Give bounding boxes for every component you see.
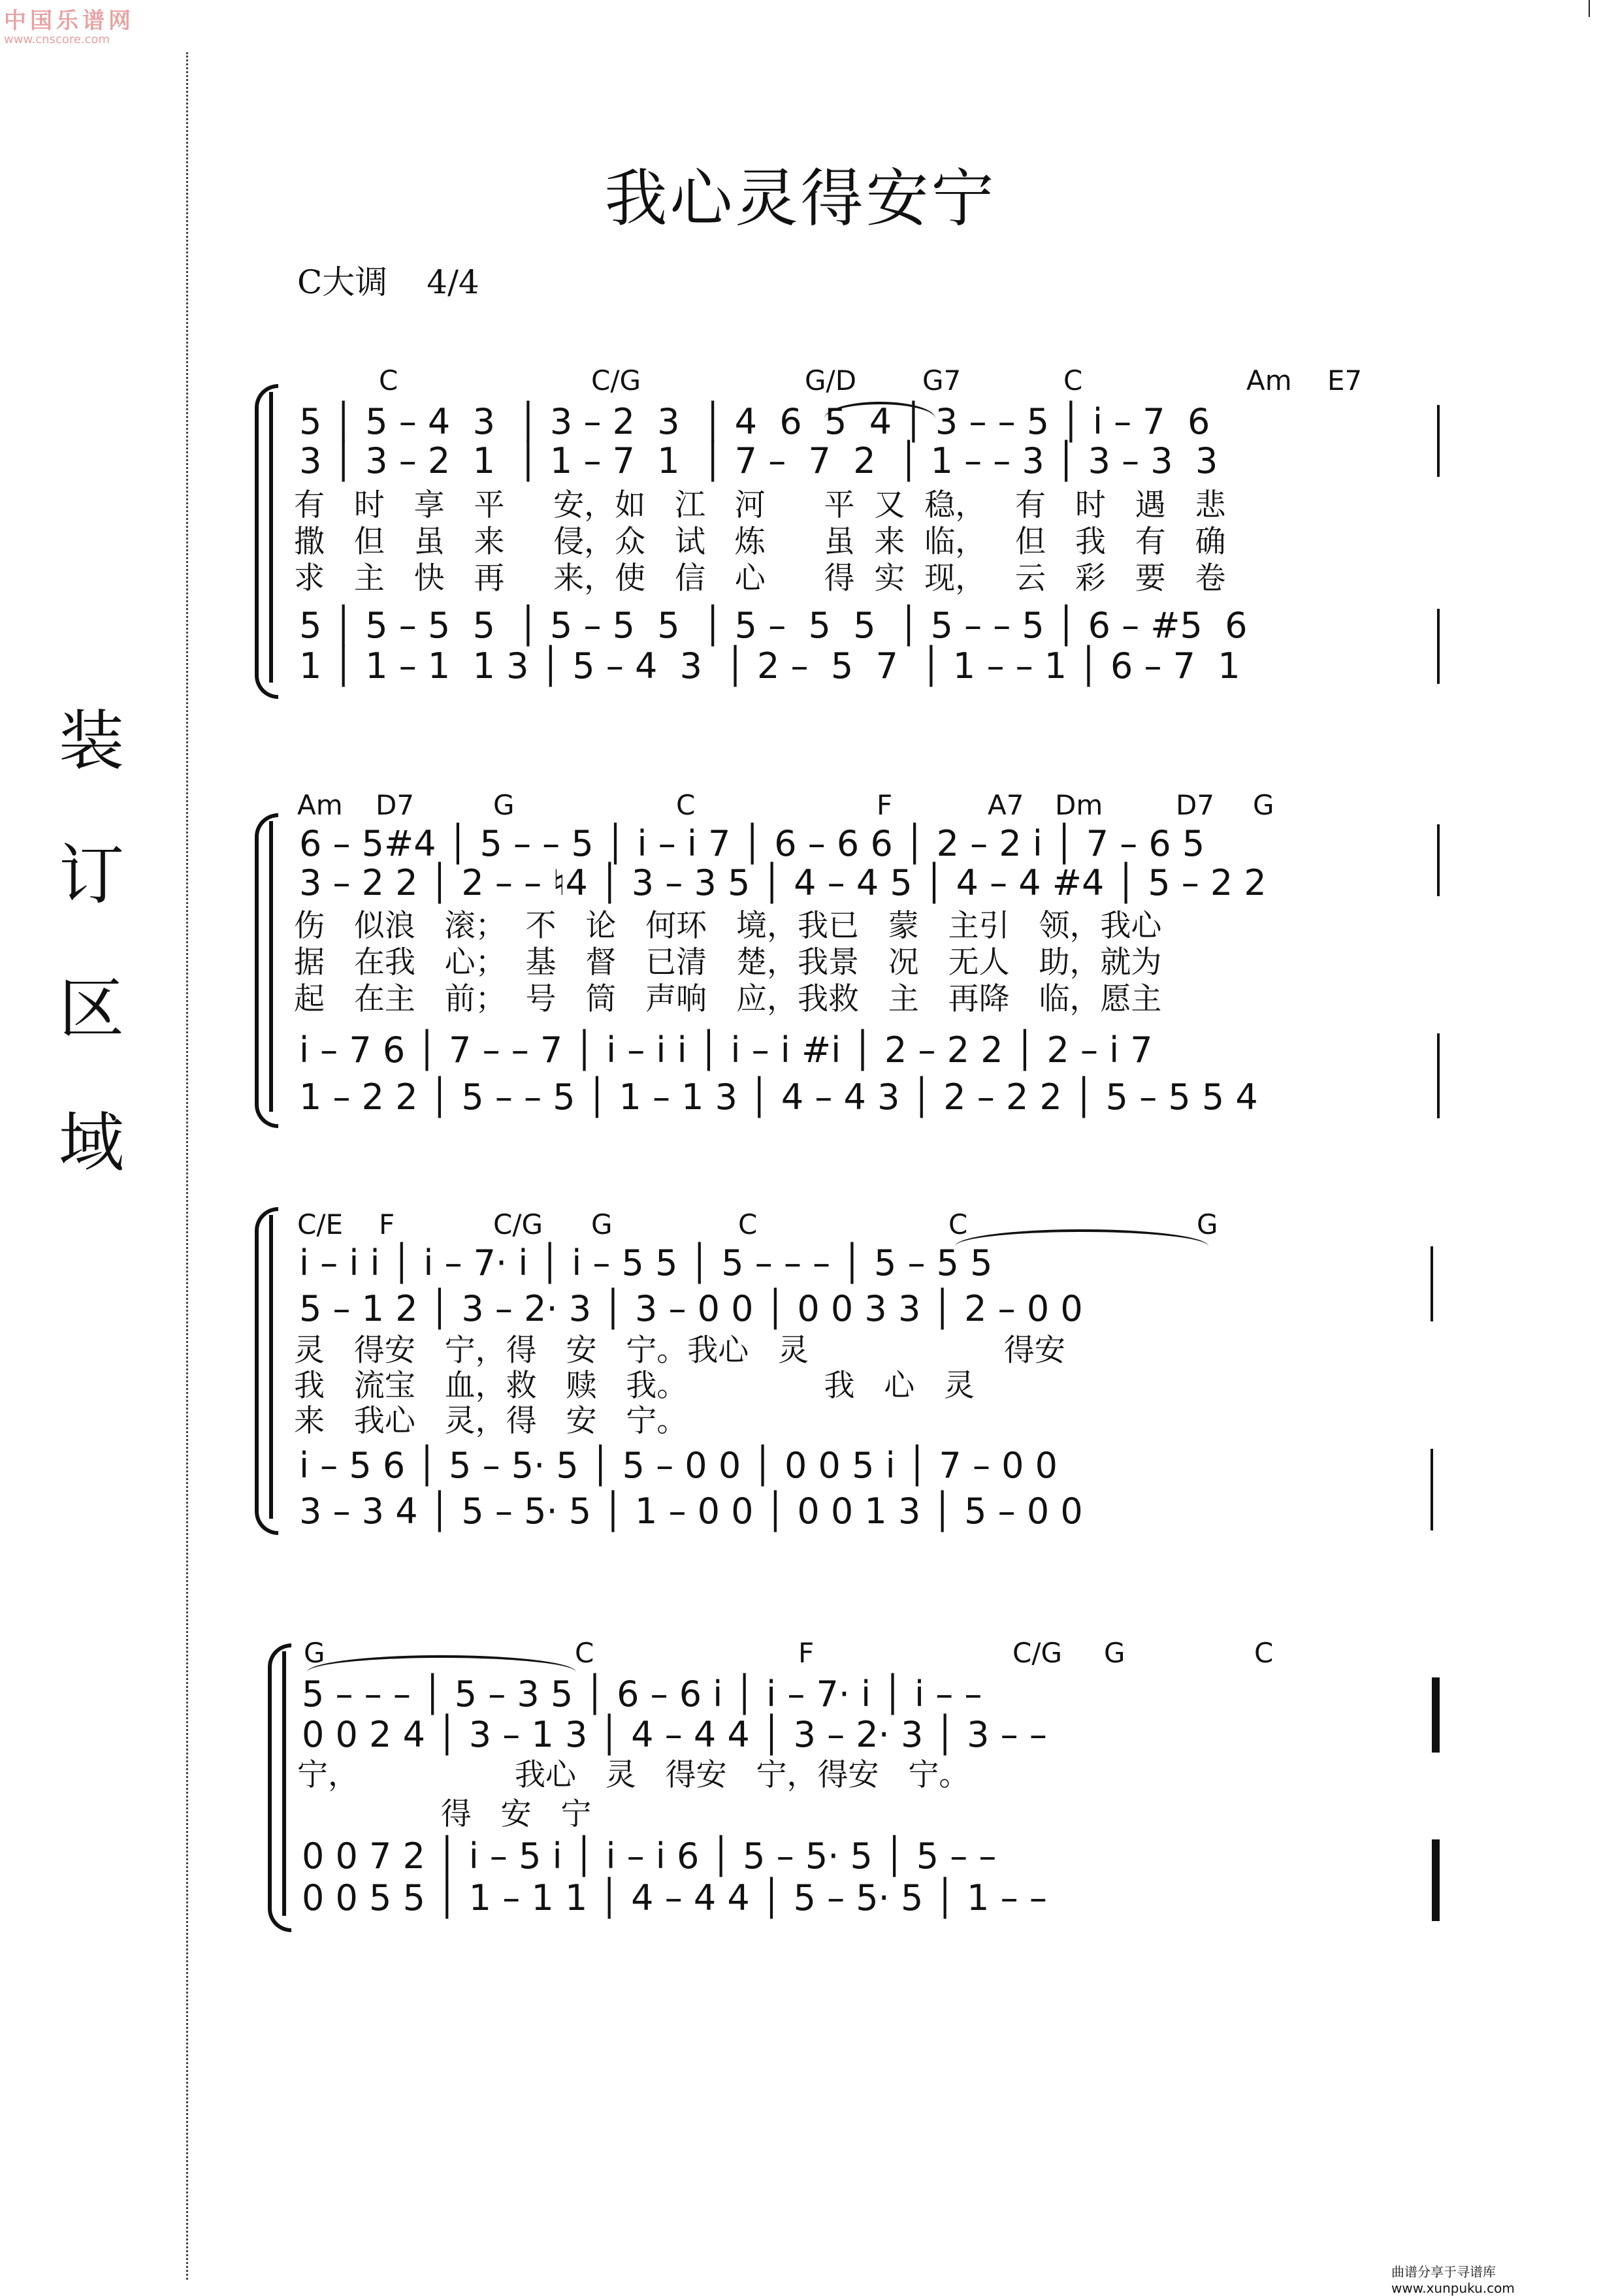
soprano-line: 5 │ 5 – 4 3 │ 3 – 2 3 │ 4 6 5 4 │ 3 – – 5 │ i – 7 6 [299, 401, 1210, 442]
chord-symbol: G [493, 789, 515, 821]
chord-symbol: C [575, 1637, 594, 1669]
chord-symbol: C [1063, 364, 1083, 396]
system-brace-inner [269, 821, 273, 1112]
binding-char: 装 [59, 703, 124, 779]
chord-symbol: C/G [493, 1208, 543, 1240]
chord-symbol: G7 [922, 364, 962, 396]
lyric-verse-1: 有 时 享 平 安，如 江 河 平 又 稳， 有 时 遇 悲 [294, 487, 1226, 523]
bass-line: 0 0 5 5 │ 1 – 1 1 │ 4 – 4 4 │ 5 – 5· 5 │ 1 – – [302, 1877, 1047, 1918]
system-bracket [268, 1643, 291, 1932]
chord-symbol: C/E [297, 1208, 344, 1240]
system-brace-inner [269, 392, 273, 683]
chord-symbol: D7 [376, 789, 415, 821]
chord-symbol: G [1197, 1208, 1218, 1240]
slur-mark [307, 1655, 576, 1672]
system-bracket [255, 1207, 278, 1535]
footer-credit: 曲谱分享于寻谱库 www.xunpuku.com [1391, 2264, 1515, 2296]
binding-zone-label [52, 705, 131, 1179]
chord-symbol: Am [1246, 364, 1292, 396]
lyric-verse-2: 据 在我 心； 基 督 已清 楚，我景 况 无人 助，就为 [294, 945, 1162, 980]
lyric-verse-1: 灵 得安 宁，得 安 宁。我心 灵 得安 [294, 1333, 1065, 1368]
lyric-verse-1: 伤 似浪 滚； 不 论 何环 境，我已 蒙 主引 领，我心 [294, 908, 1162, 944]
watermark-logo: 中国乐谱网 [4, 8, 135, 34]
bass-line: 1 – 2 2 │ 5 – – 5 │ 1 – 1 3 │ 4 – 4 3 │ 2 – 2 2 │ 5 – 5 5 4 [299, 1076, 1258, 1118]
chord-symbol: F [877, 789, 893, 821]
song-title: 我心灵得安宁 [604, 162, 997, 235]
bass-line: 3 – 3 4 │ 5 – 5· 5 │ 1 – 0 0 │ 0 0 1 3 │ 5 – 0 0 [299, 1491, 1083, 1532]
end-barline [1437, 824, 1440, 896]
lyric-verse-2: 我 流宝 血，救 赎 我。 我 心 灵 [294, 1368, 975, 1404]
lyric-verse-2: 撒 但 虽 来 侵，众 试 炼 虽 来 临， 但 我 有 确 [294, 524, 1226, 560]
end-barline [1437, 1033, 1440, 1118]
binding-char: 域 [59, 1105, 124, 1181]
time-signature: 4/4 [427, 263, 479, 301]
soprano-line: i – i i │ i – 7· i │ i – 5 5 │ 5 – – – │ 5 – 5 5 [299, 1242, 993, 1284]
alto-line: 5 – 1 2 │ 3 – 2· 3 │ 3 – 0 0 │ 0 0 3 3 │ 2 – 0 0 [299, 1288, 1083, 1329]
end-barline [1431, 1449, 1433, 1530]
tenor-line: i – 7 6 │ 7 – – 7 │ i – i i │ i – i #i │ 2 – 2 2 │ 2 – i 7 [299, 1029, 1153, 1071]
lyric-verse-3: 求 主 快 再 来，使 信 心 得 实 现， 云 彩 要 卷 [294, 560, 1226, 596]
lyric-verse-3: 来 我心 灵，得 安 宁。 [294, 1403, 688, 1439]
system-brace-inner [269, 1215, 273, 1519]
tenor-line: i – 5 6 │ 5 – 5· 5 │ 5 – 0 0 │ 0 0 5 i │ 7 – 0 0 [299, 1445, 1058, 1486]
chord-symbol: G [591, 1208, 613, 1240]
end-barline [1437, 405, 1440, 477]
key-label: C大调 [297, 263, 388, 301]
chord-symbol: G/D [805, 364, 857, 396]
slur-mark [955, 1229, 1208, 1246]
chord-symbol: A7 [988, 789, 1024, 821]
soprano-line: 6 – 5#4 │ 5 – – 5 │ i – i 7 │ 6 – 6 6 │ 2 – 2 i │ 7 – 6 5 [299, 823, 1205, 864]
binding-dotted-line [186, 52, 188, 2280]
alto-line: 0 0 2 4 │ 3 – 1 3 │ 4 – 4 4 │ 3 – 2· 3 │ 3 – – [302, 1714, 1047, 1755]
chord-symbol: F [798, 1637, 815, 1669]
alto-line: 3 – 2 2 │ 2 – – ♮4 │ 3 – 3 5 │ 4 – 4 5 │ 4 – 4 #4 │ 5 – 2 2 [299, 862, 1267, 903]
tenor-line: 5 │ 5 – 5 5 │ 5 – 5 5 │ 5 – 5 5 │ 5 – – 5 │ 6 – #5 6 [299, 605, 1248, 646]
bass-line: 1 │ 1 – 1 1 3 │ 5 – 4 3 │ 2 – 5 7 │ 1 – – 1 │ 6 – 7 1 [299, 645, 1240, 687]
tenor-line: 0 0 7 2 │ i – 5 i │ i – i 6 │ 5 – 5· 5 │ 5 – – [302, 1835, 997, 1877]
binding-char: 订 [59, 837, 124, 913]
chord-symbol: D7 [1176, 789, 1215, 821]
chord-symbol: E7 [1327, 364, 1363, 396]
watermark-url: www.cnscore.com [4, 33, 110, 46]
chord-symbol: G [1104, 1637, 1125, 1669]
chord-symbol: F [379, 1208, 395, 1240]
chord-symbol: C [379, 364, 398, 396]
soprano-line: 5 – – – │ 5 – 3 5 │ 6 – 6 i │ i – 7· i │ i – – [302, 1673, 982, 1715]
chord-symbol: C/G [591, 364, 641, 396]
chord-symbol: Dm [1055, 789, 1103, 821]
chord-symbol: C [1254, 1637, 1274, 1669]
chord-symbol: C/G [1012, 1637, 1063, 1669]
lyric-verse-3: 起 在主 前； 号 筒 声响 应，我救 主 再降 临，愿主 [294, 981, 1162, 1017]
chord-symbol: G [304, 1637, 325, 1669]
system-brace-inner [282, 1651, 286, 1916]
corner-mark [1589, 0, 1590, 17]
chord-symbol: G [1253, 789, 1274, 821]
lyric-verse-1: 宁， 我心 灵 得安 宁，得安 宁。 [297, 1757, 970, 1793]
chord-symbol: Am [297, 789, 343, 821]
chord-symbol: C [948, 1208, 968, 1240]
system-bracket [255, 813, 278, 1128]
end-barline [1437, 609, 1440, 684]
system-bracket [255, 384, 278, 699]
key-signature [297, 256, 479, 303]
alto-line: 3 │ 3 – 2 1 │ 1 – 7 1 │ 7 – 7 2 │ 1 – – 3 │ 3 – 3 3 [299, 440, 1218, 481]
final-barline [1432, 1839, 1440, 1921]
lyric-verse-2: 得 安 宁 [392, 1796, 592, 1832]
final-barline [1432, 1677, 1440, 1753]
chord-symbol: C [738, 1208, 758, 1240]
binding-char: 区 [59, 971, 124, 1047]
end-barline [1431, 1246, 1433, 1321]
chord-symbol: C [676, 789, 696, 821]
